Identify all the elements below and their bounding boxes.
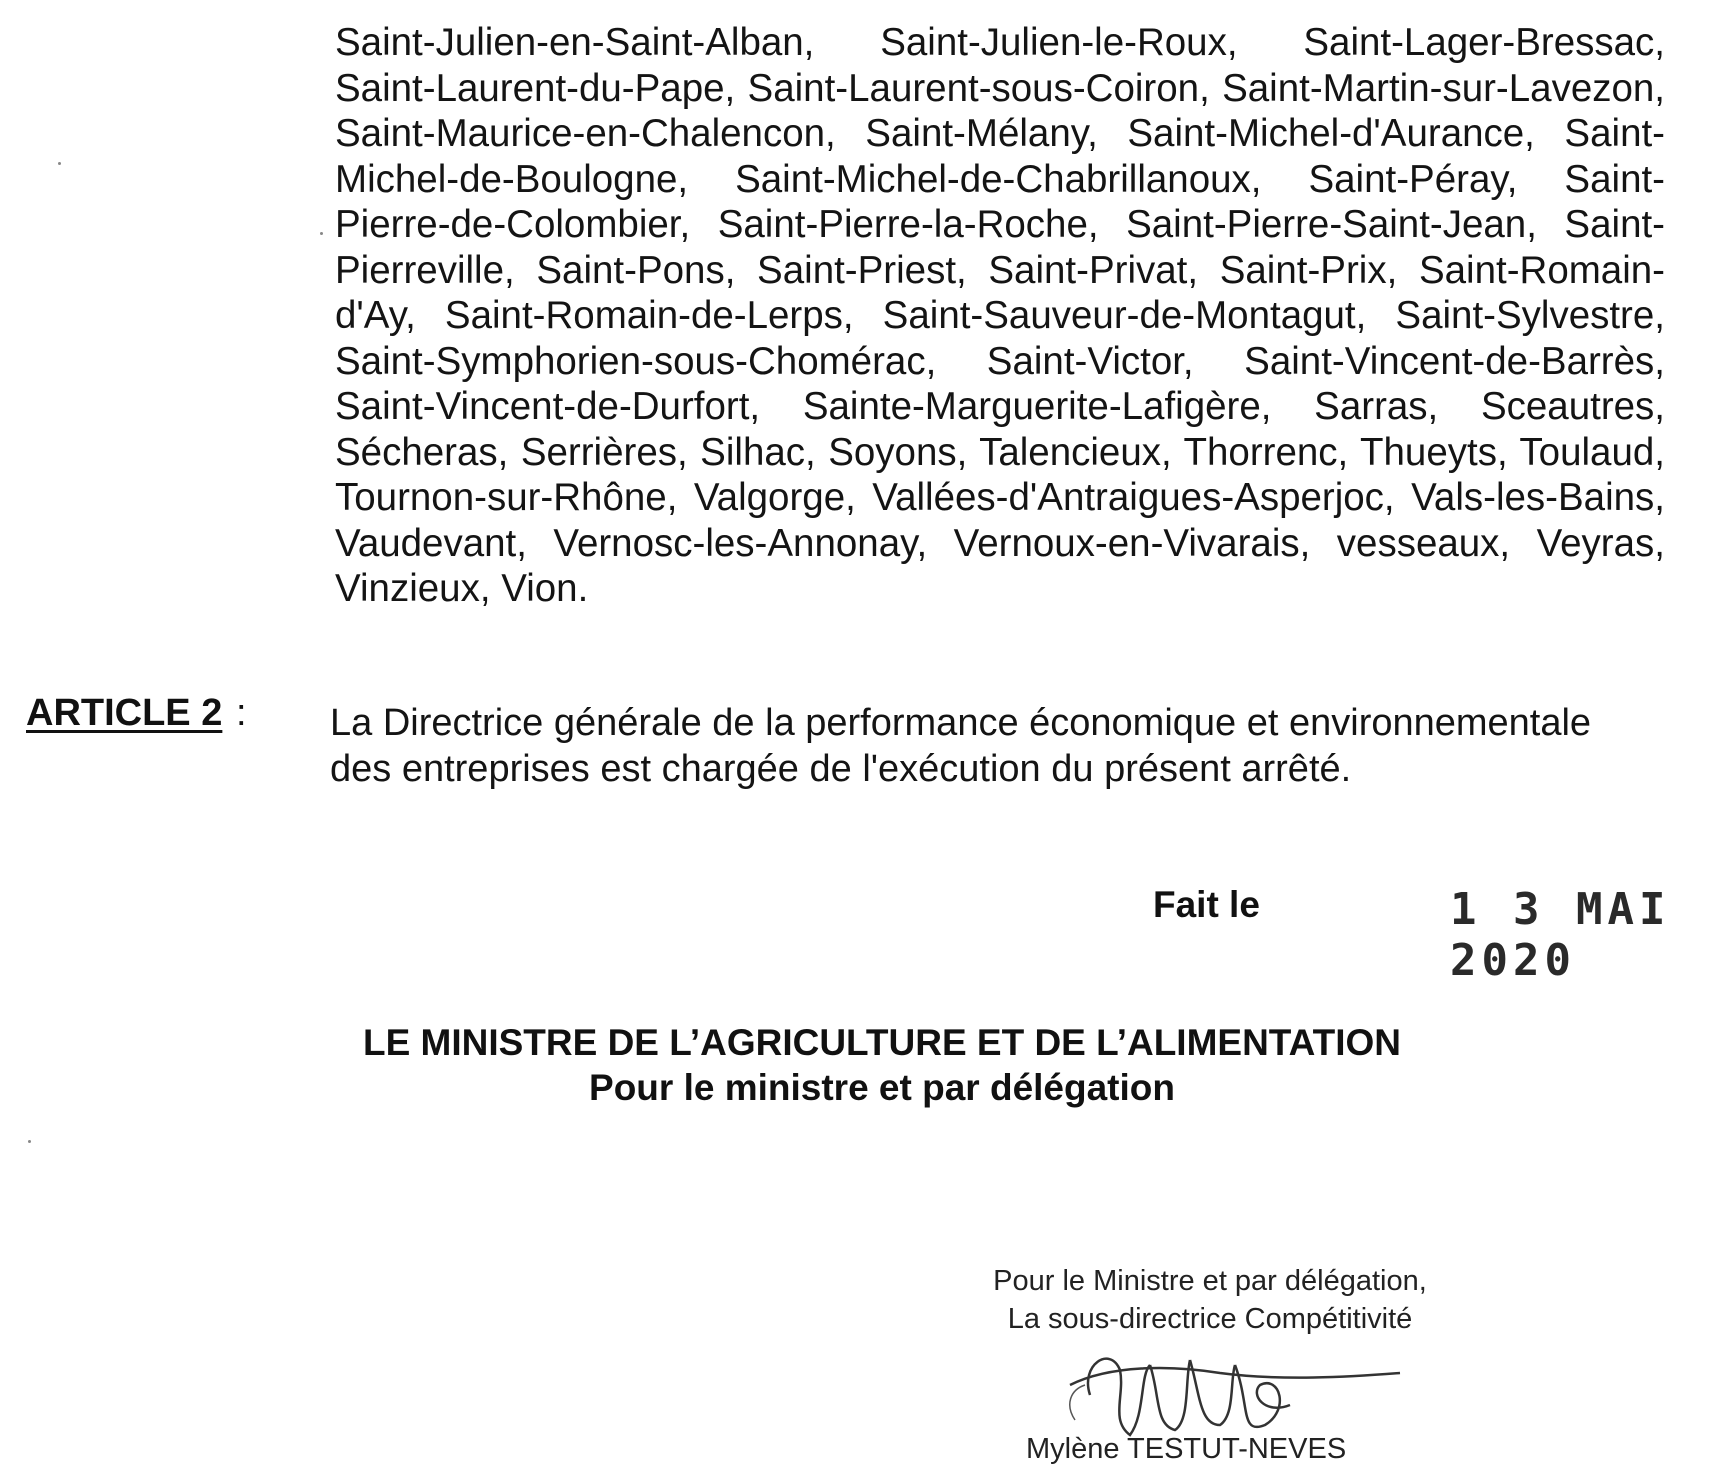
scan-speck [58, 162, 61, 165]
communes-list: Saint-Julien-en-Saint-Alban, Saint-Julien-le-Roux, Saint-Lager-Bressac, Saint-Laurent-du-Pape, Saint-Laurent-sous-Coiron, Saint-Martin-sur-Lavezon, Saint-Maurice-en-Chalencon, Saint-Mélany, Saint-Michel-d'Aurance, Saint-Michel-de-Boulogne, Saint-Michel-de-Chabrillanoux, Saint-Péray, Saint-Pierre-de-Colombier, Saint-Pierre-la-Roche, Saint-Pierre-Saint-Jean, Saint-Pierreville, Saint-Pons, Saint-Priest, Saint-Privat, Saint-Prix, Saint-Romain-d'Ay, Saint-Romain-de-Lerps, Saint-Sauveur-de-Montagut, Saint-Sylvestre, Saint-Symphorien-sous-Chomérac, Saint-Victor, Saint-Vincent-de-Barrès, Saint-Vincent-de-Durfort, Sainte-Marguerite-Lafigère, Sarras, Sceautres, Sécheras, Serrières, Silhac, Soyons, Talencieux, Thorrenc, Thueyts, Toulaud, Tournon-sur-Rhône, Valgorge, Vallées-d'Antraigues-Asperjoc, Vals-les-Bains, Vaudevant, Vernosc-les-Annonay, Vernoux-en-Vivarais, vesseaux, Veyras, Vinzieux, Vion. [335, 21, 1665, 610]
date-label: Fait le [1153, 884, 1260, 925]
ministry-heading [0, 1020, 1734, 1110]
stamp-month: MAI [1575, 884, 1671, 935]
signatory-role: La sous-directrice Compétitivité [1007, 1303, 1413, 1335]
scan-speck [320, 232, 323, 235]
scan-speck [28, 1140, 31, 1143]
article-label [26, 692, 222, 735]
ministry-title: LE MINISTRE DE L’AGRICULTURE ET DE L’ALIMENTATION [362, 1022, 1402, 1063]
signatory-delegation: Pour le Ministre et par délégation, [993, 1265, 1427, 1297]
article-number: ARTICLE 2 [26, 692, 223, 734]
article-text: La Directrice générale de la performance économique et environnementale des entreprises est chargée de l'exécution du présent arrêté. [330, 702, 1592, 790]
article-separator: : [236, 692, 247, 734]
date-stamp [1450, 884, 1734, 986]
stamp-year: 2020 [1450, 935, 1576, 986]
ministry-delegation: Pour le ministre et par délégation [589, 1067, 1175, 1108]
signatory-name: Mylène TESTUT-NEVES [1026, 1433, 1347, 1465]
stamp-day: 1 3 [1450, 884, 1545, 935]
